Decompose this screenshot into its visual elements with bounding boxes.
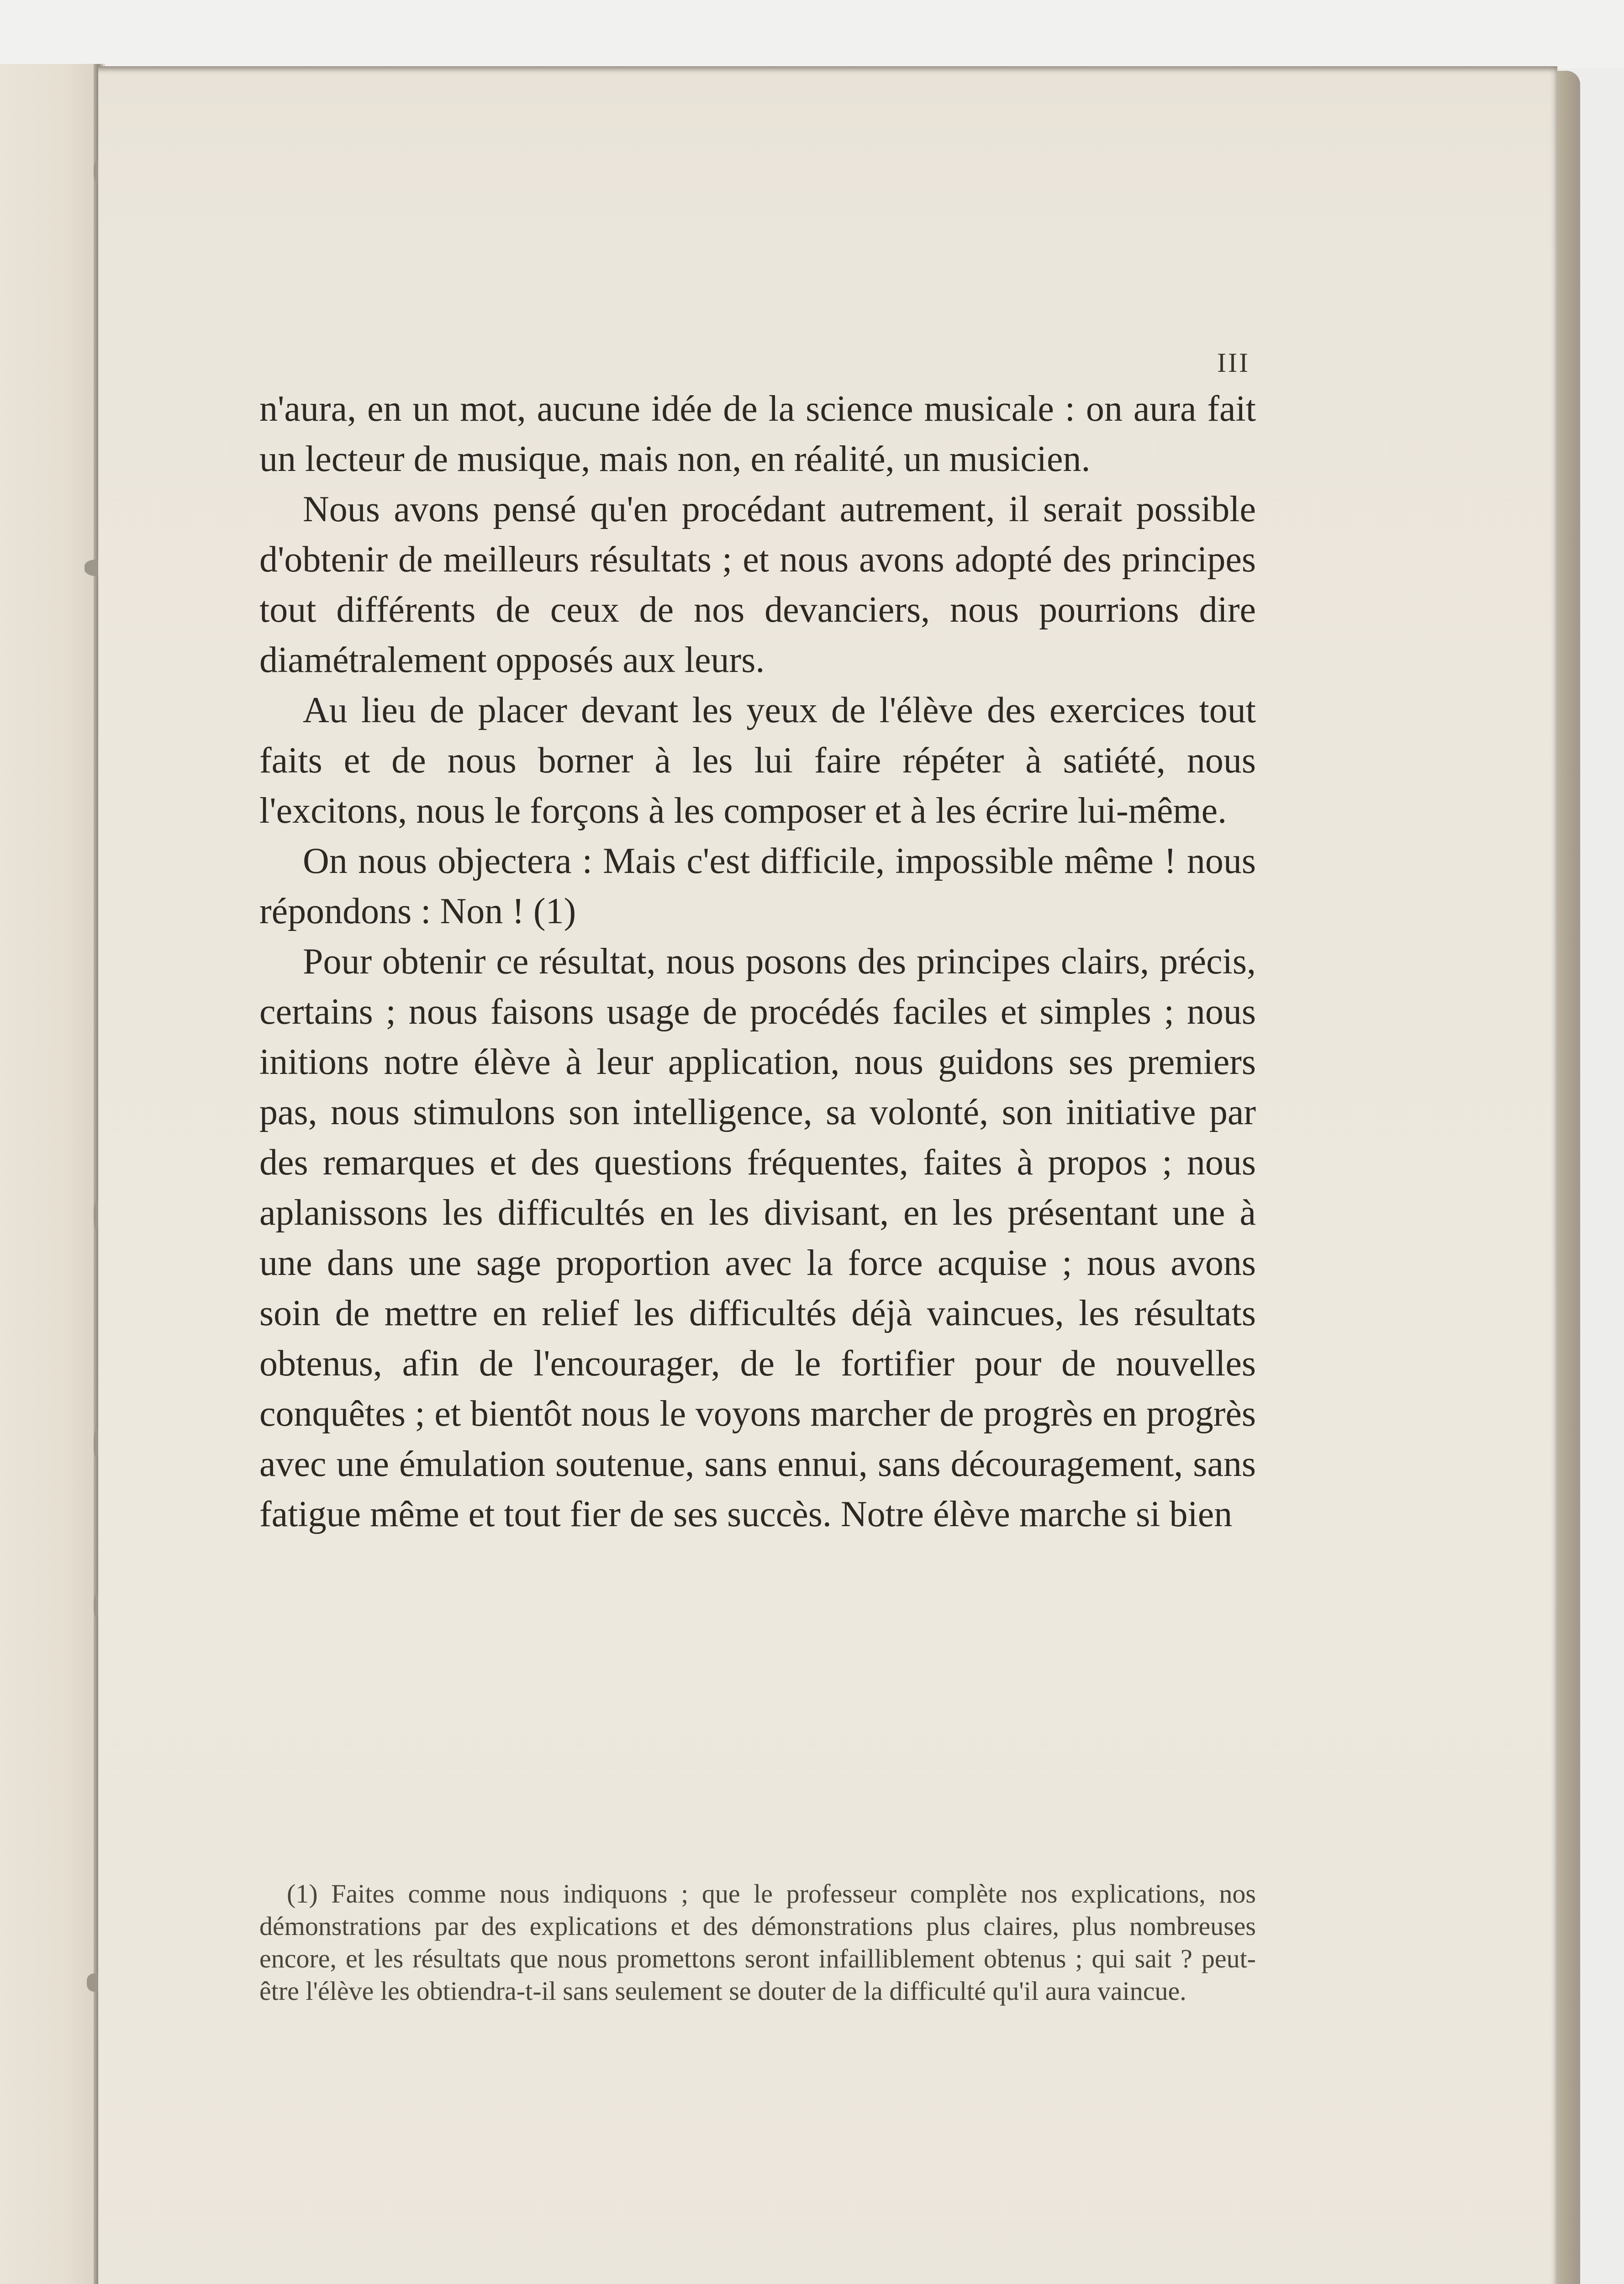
paragraph: n'aura, en un mot, aucune idée de la science musicale : on aura fait un lecteur de musique, mais non, en réalité, un musicien. [259,389,1256,479]
background-top [0,0,1624,69]
paragraph: Nous avons pensé qu'en procédant autrement, il serait possible d'obtenir de meilleurs résultats ; et nous avons adopté des principes tout différents de ceux de nos devanciers, nous pourrions dire diamétralement opposés aux leurs. [259,489,1256,680]
body-text [259,384,1256,1539]
left-page-edge [0,64,105,2284]
page-number: III [1217,348,1250,378]
footnote: (1) Faites comme nous indiquons ; que le professeur complète nos explications, nos démonstrations par des explications et des démonstrations plus claires, plus nombreuses encore, et les résultats que nous promettons seront infailliblement obtenus ; qui sait ? peut-être l'élève les obtiendra-t-il sans seulement se douter de la difficulté qu'il aura vaincue. [259,1879,1256,2006]
paragraph: On nous objectera : Mais c'est difficile, impossible même ! nous répondons : Non ! (1) [259,841,1256,931]
paragraph: Au lieu de placer devant les yeux de l'élève des exercices tout faits et de nous borner à les lui faire répéter à satiété, nous l'excitons, nous le forçons à les composer et à les écrire lui-même. [259,690,1256,831]
paragraph: Pour obtenir ce résultat, nous posons des principes clairs, précis, certains ; nous faisons usage de procédés faciles et simples ; nous initions notre élève à leur application, nous guidons ses premiers pas, nous stimulons son intelligence, sa volonté, son initiative par des remarques et des questions fréquentes, faites à propos ; nous aplanissons les difficultés en les divisant, en les présentant une à une dans une sage proportion avec la force acquise ; nous avons soin de mettre en relief les difficultés déjà vaincues, les résultats obtenus, afin de l'encourager, de le fortifier pour de nouvelles conquêtes ; et bientôt nous le voyons marcher de progrès en progrès avec une émulation soutenue, sans ennui, sans découragement, sans fatigue même et tout fier de ses succès. Notre élève marche si bien [259,941,1256,1534]
